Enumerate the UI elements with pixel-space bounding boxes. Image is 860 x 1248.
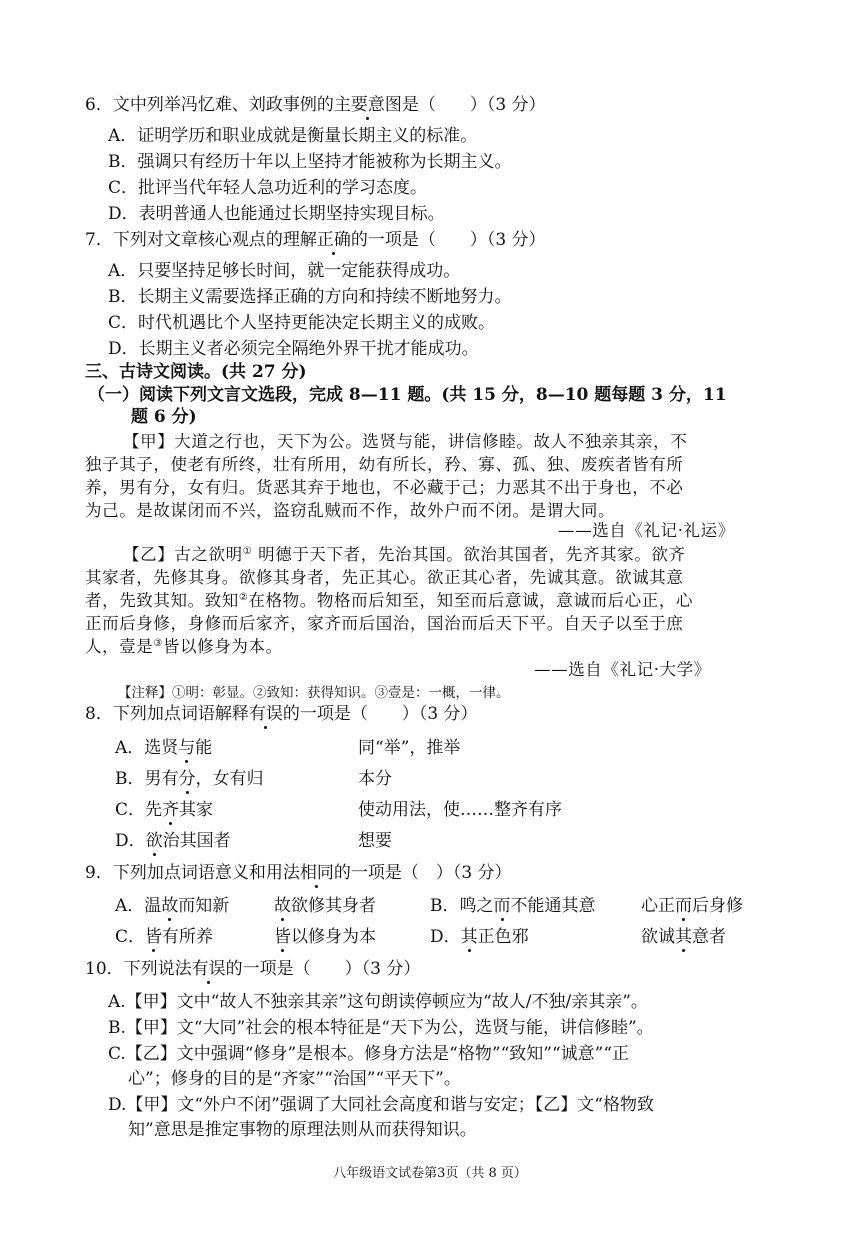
q7-option-c: C．时代机遇比个人坚持更能决定长期主义的成败。 bbox=[108, 313, 496, 333]
emphasis-dot-text: 有误 bbox=[191, 959, 226, 979]
q9-option-a2: 故欲修其身者 bbox=[274, 896, 376, 916]
q6-option-c: C．批评当代年轻人急功近利的学习态度。 bbox=[108, 178, 428, 198]
passage-yi-source: ——选自《礼记·大学》 bbox=[534, 660, 711, 679]
passage-yi-line: 人，壹是③皆以修身为本。 bbox=[85, 637, 283, 656]
q9-option-c1: C．皆有所养 bbox=[115, 927, 214, 947]
subsection-title: （一）阅读下列文言文选段，完成 8—11 题。(共 15 分，8—10 题每题 3 分，11 bbox=[88, 385, 727, 405]
passage-yi-line: 其家者，先修其身。欲修其身者，先正其心。欲正其心者，先诚其意。欲诚其意 bbox=[85, 568, 684, 587]
emphasis-dot-text: 正确 bbox=[316, 230, 351, 250]
footnote-marker: ① bbox=[242, 546, 253, 557]
q7-option-b: B．长期主义需要选择正确的方向和持续不断地努力。 bbox=[108, 287, 512, 307]
q9-stem: 9．下列加点词语意义和用法相同的一项是（ ）（3 分） bbox=[85, 863, 512, 883]
q8-option-a: A．选贤与能 bbox=[115, 738, 213, 758]
passage-yi-line: 正而后身修，身修而后家齐，家齐而后国治，国治而后天下平。自天子以至于庶 bbox=[85, 614, 684, 633]
annotation-notes: 【注释】①明：彰显。②致知：获得知识。③壹是：一概，一律。 bbox=[118, 685, 510, 701]
q9-option-a1: A．温故而知新 bbox=[115, 896, 230, 916]
subsection-title-cont: 题 6 分) bbox=[131, 407, 197, 427]
q6-option-b: B．强调只有经历十年以上坚持才能被称为长期主义。 bbox=[108, 152, 512, 172]
q9-option-d2: 欲诚其意者 bbox=[641, 927, 726, 947]
footnote-marker: ② bbox=[238, 592, 249, 603]
passage-jia-line: 为己。是故谋闭而不兴，盗窃乱贼而不作，故外户而不闭。是谓大同。 bbox=[85, 501, 616, 520]
passage-jia-source: ——选自《礼记·礼运》 bbox=[558, 521, 735, 540]
q10-option-c-cont: 心”；修身的目的是“齐家”“治国”“平天下”。 bbox=[128, 1069, 461, 1089]
section-title: 三、古诗文阅读。(共 27 分) bbox=[85, 362, 307, 382]
passage-jia-line: 独子其子，使老有所终，壮有所用，幼有所长，矜、寡、孤、独、废疾者皆有所 bbox=[85, 455, 684, 474]
passage-jia-line: 【甲】大道之行也，天下为公。选贤与能，讲信修睦。故人不独亲其亲，不 bbox=[123, 432, 688, 451]
footnote-marker: ③ bbox=[153, 638, 163, 649]
q10-stem: 10．下列说法有误的一项是（ ）（3 分） bbox=[85, 959, 421, 979]
q9-option-b2: 心正而后身修 bbox=[641, 896, 743, 916]
q10-option-c: C.【乙】文中强调“修身”是根本。修身方法是“格物”“致知”“诚意”“正 bbox=[108, 1044, 630, 1064]
q6-stem: 6．文中列举冯忆难、刘政事例的主要意图是（ ）（3 分） bbox=[85, 95, 546, 115]
q10-option-d-cont: 知”意思是推定事物的原理法则从而获得知识。 bbox=[128, 1120, 477, 1140]
passage-yi-line: 者，先致其知。致知②在格物。物格而后知至，知至而后意诚，意诚而后心正，心 bbox=[85, 591, 694, 610]
q8-option-d: D．欲治其国者 bbox=[115, 831, 231, 851]
q6-option-d: D．表明普通人也能通过长期坚持实现目标。 bbox=[108, 204, 445, 224]
q7-stem: 7．下列对文章核心观点的理解正确的一项是（ ）（3 分） bbox=[85, 230, 546, 250]
q8-explanation-b: 本分 bbox=[358, 769, 392, 789]
passage-jia-line: 养，男有分，女有归。货恶其弃于地也，不必藏于己；力恶其不出于身也，不必 bbox=[85, 478, 684, 497]
q9-option-b1: B．鸣之而不能通其意 bbox=[430, 896, 596, 916]
passage-yi-line: 【乙】古之欲明① 明德于天下者，先治其国。欲治其国者，先齐其家。欲齐 bbox=[123, 545, 686, 564]
q7-option-d: D．长期主义者必须完全隔绝外界干扰才能成功。 bbox=[108, 339, 479, 359]
q10-option-d: D.【甲】文“外户不闭”强调了大同社会高度和谐与安定；【乙】文“格物致 bbox=[108, 1095, 654, 1115]
emphasis-dot-text: 主要意图 bbox=[333, 95, 402, 115]
q8-explanation-c: 使动用法，使……整齐有序 bbox=[358, 800, 562, 820]
page-footer: 八年级语文试卷第3页（共 8 页） bbox=[333, 1166, 527, 1181]
q7-option-a: A．只要坚持足够长时间，就一定能获得成功。 bbox=[108, 261, 461, 281]
emphasis-dot-text: 有误 bbox=[248, 704, 283, 724]
q9-option-c2: 皆以修身为本 bbox=[274, 927, 376, 947]
q8-option-b: B．男有分，女有归 bbox=[115, 769, 264, 789]
q10-option-a: A.【甲】文中“故人不独亲其亲”这句朗读停顿应为“故人/不独/亲其亲”。 bbox=[108, 992, 648, 1012]
q10-option-b: B.【甲】文“大同”社会的根本特征是“天下为公，选贤与能，讲信修睦”。 bbox=[108, 1018, 654, 1038]
q8-explanation-a: 同“举”，推举 bbox=[358, 738, 461, 758]
q8-option-c: C．先齐其家 bbox=[115, 800, 214, 820]
q6-option-a: A．证明学历和职业成就是衡量长期主义的标准。 bbox=[108, 126, 478, 146]
q9-option-d1: D．其正色邪 bbox=[430, 927, 529, 947]
emphasis-dot-text: 相同 bbox=[299, 863, 334, 883]
q8-explanation-d: 想要 bbox=[358, 831, 392, 851]
q8-stem: 8．下列加点词语解释有误的一项是（ ）（3 分） bbox=[85, 704, 478, 724]
